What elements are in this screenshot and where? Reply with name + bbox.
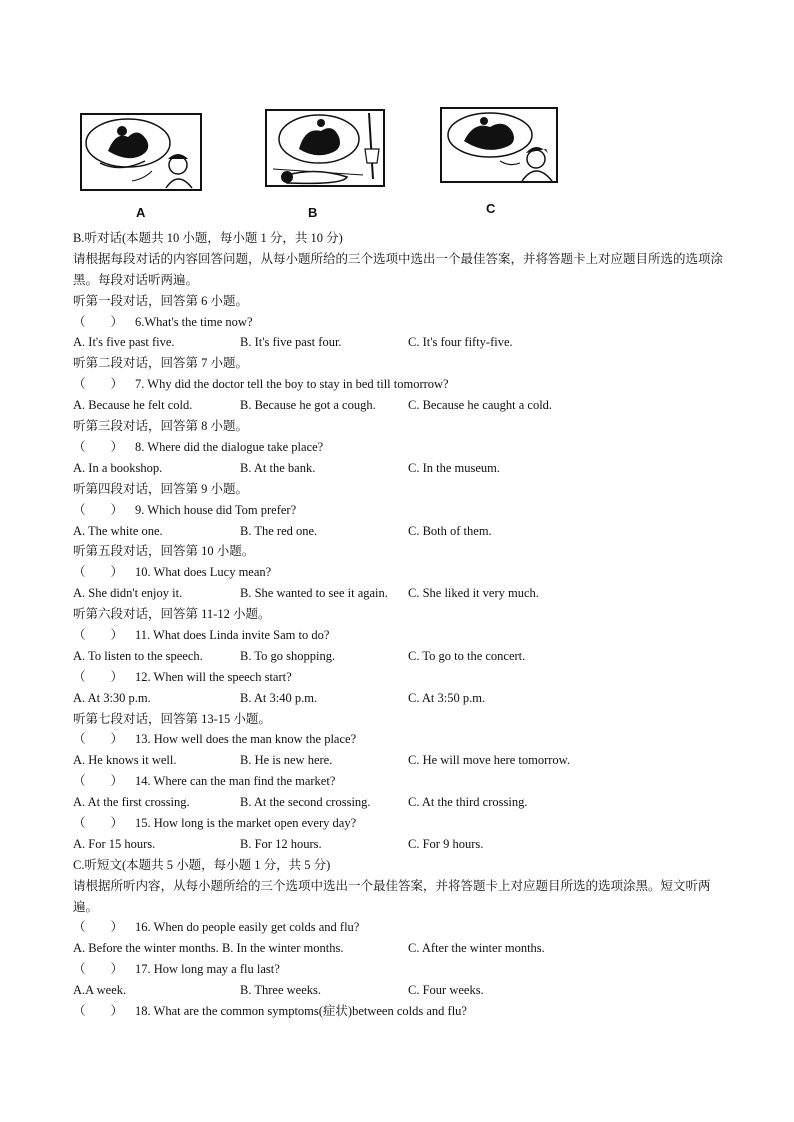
answer-paren[interactable]: （ ）	[73, 627, 124, 642]
question-12	[73, 667, 733, 688]
option-c: C. At the third crossing.	[408, 795, 528, 810]
question-10	[73, 562, 733, 583]
options-14	[73, 792, 733, 813]
picture-c	[440, 107, 558, 185]
option-a: A. To listen to the speech.	[73, 648, 203, 663]
answer-paren[interactable]: （ ）	[73, 1004, 124, 1019]
options-9	[73, 521, 733, 542]
answer-paren[interactable]: （ ）	[73, 669, 124, 684]
question-11	[73, 625, 733, 646]
option-b: B. To go shopping.	[240, 648, 336, 663]
option-a-b	[73, 938, 408, 959]
dialogue-intro: 听第三段对话，回答第 8 小题。	[73, 419, 249, 434]
dialogue-intro: 听第一段对话，回答第 6 小题。	[73, 293, 249, 308]
option-c: C. To go to the concert.	[408, 648, 526, 663]
option-a: A. At 3:30 p.m.	[73, 690, 151, 705]
option-a: A.A week.	[73, 983, 127, 998]
option-c: C. In the museum.	[408, 460, 501, 475]
options-17	[73, 980, 733, 1001]
option-b: B. At the second crossing.	[240, 795, 371, 810]
cartoon-scene-b-icon	[265, 109, 385, 189]
option-a: A. In a bookshop.	[73, 460, 163, 475]
question-text: 17. How long may a flu last?	[135, 962, 280, 977]
option-a: A. At the first crossing.	[73, 795, 190, 810]
cartoon-scene-c-icon	[440, 107, 558, 185]
question-text: 16. When do people easily get colds and flu?	[135, 920, 360, 935]
question-14	[73, 771, 733, 792]
option-b: B. She wanted to see it again.	[240, 586, 388, 601]
question-text: 7. Why did the doctor tell the boy to stay in bed till tomorrow?	[135, 377, 449, 392]
option-c: C. Four weeks.	[408, 983, 484, 998]
question-13	[73, 729, 733, 750]
option-b: B. It's five past four.	[240, 335, 342, 350]
option-c: C. He will move here tomorrow.	[408, 753, 570, 768]
section-b-instruction: 请根据每段对话的内容回答问题，从每小题所给的三个选项中选出一个最佳答案，并将答题卡上对应题目所选的选项涂黑。每段对话听两遍。	[73, 251, 724, 287]
question-7	[73, 374, 733, 395]
dialogue-intro: 听第五段对话，回答第 10 小题。	[73, 544, 255, 559]
option-a: A. Because he felt cold.	[73, 398, 193, 413]
option-a: A. It's five past five.	[73, 335, 175, 350]
option-b: B. At 3:40 p.m.	[240, 690, 318, 705]
answer-paren[interactable]: （ ）	[73, 565, 124, 580]
option-a: A. She didn't enjoy it.	[73, 586, 183, 601]
answer-paren[interactable]: （ ）	[73, 314, 124, 329]
option-b: B. He is new here.	[240, 753, 333, 768]
answer-paren[interactable]: （ ）	[73, 377, 124, 392]
dialogue-intro: 听第七段对话，回答第 13-15 小题。	[73, 711, 271, 726]
answer-paren[interactable]: （ ）	[73, 439, 124, 454]
question-text: 12. When will the speech start?	[135, 669, 292, 684]
option-c: C. For 9 hours.	[408, 836, 484, 851]
question-text: 11. What does Linda invite Sam to do?	[135, 627, 330, 642]
options-15	[73, 834, 733, 855]
dialogue-intro: 听第四段对话，回答第 9 小题。	[73, 481, 249, 496]
question-text: 14. Where can the man find the market?	[135, 774, 336, 789]
question-16	[73, 917, 733, 938]
answer-paren[interactable]: （ ）	[73, 962, 124, 977]
picture-b-label: B	[308, 205, 318, 220]
options-11	[73, 646, 733, 667]
answer-paren[interactable]: （ ）	[73, 774, 124, 789]
options-6	[73, 332, 733, 353]
dialogue-intro: 听第二段对话，回答第 7 小题。	[73, 356, 249, 371]
options-13	[73, 750, 733, 771]
exam-content	[73, 228, 733, 1022]
picture-b	[265, 109, 385, 189]
question-6	[73, 312, 733, 333]
question-text: 9. Which house did Tom prefer?	[135, 502, 297, 517]
question-text: 13. How well does the man know the place?	[135, 732, 357, 747]
answer-paren[interactable]: （ ）	[73, 815, 124, 830]
option-c: C. After the winter months.	[408, 941, 545, 956]
option-c: C. It's four fifty-five.	[408, 335, 513, 350]
section-c-instruction: 请根据所听内容，从每小题所给的三个选项中选出一个最佳答案，并将答题卡上对应题目所选的选项涂黑。短文听两遍。	[73, 878, 711, 914]
option-a: A. The white one.	[73, 523, 163, 538]
picture-a-label: A	[136, 205, 146, 220]
question-18	[73, 1001, 733, 1022]
answer-paren[interactable]: （ ）	[73, 920, 124, 935]
section-c-heading: C.听短文(本题共 5 小题，每小题 1 分，共 5 分)	[73, 857, 331, 872]
answer-paren[interactable]: （ ）	[73, 502, 124, 517]
question-text: 10. What does Lucy mean?	[135, 565, 272, 580]
dialogue-intro: 听第六段对话，回答第 11-12 小题。	[73, 607, 271, 622]
question-text: 6.What's the time now?	[135, 314, 253, 329]
question-text: 15. How long is the market open every day?	[135, 815, 357, 830]
options-8	[73, 458, 733, 479]
option-c: C. She liked it very much.	[408, 586, 539, 601]
option-a: A. For 15 hours.	[73, 836, 156, 851]
picture-a	[80, 113, 202, 193]
cartoon-scene-a-icon	[80, 113, 202, 193]
section-b-heading: B.听对话(本题共 10 小题，每小题 1 分，共 10 分)	[73, 231, 343, 245]
question-8	[73, 437, 733, 458]
options-7	[73, 395, 733, 416]
question-text: 18. What are the common symptoms(症状)between colds and flu?	[135, 1004, 467, 1019]
option-b: B. For 12 hours.	[240, 836, 322, 851]
option-b: B. Three weeks.	[240, 983, 321, 998]
option-b: B. At the bank.	[240, 460, 316, 475]
option-a: A. Before the winter months.	[73, 941, 219, 956]
answer-paren[interactable]: （ ）	[73, 732, 124, 747]
option-b: B. Because he got a cough.	[240, 398, 376, 413]
option-c: C. Both of them.	[408, 523, 492, 538]
options-16	[73, 938, 733, 959]
picture-c-label: C	[486, 201, 496, 216]
picture-options	[78, 105, 578, 225]
option-b: B. The red one.	[240, 523, 318, 538]
option-c: C. At 3:50 p.m.	[408, 690, 486, 705]
question-15	[73, 813, 733, 834]
options-10	[73, 583, 733, 604]
option-b: B. In the winter months.	[221, 941, 344, 956]
question-17	[73, 959, 733, 980]
options-12	[73, 688, 733, 709]
question-text: 8. Where did the dialogue take place?	[135, 439, 324, 454]
question-9	[73, 500, 733, 521]
option-c: C. Because he caught a cold.	[408, 398, 553, 413]
option-a: A. He knows it well.	[73, 753, 177, 768]
